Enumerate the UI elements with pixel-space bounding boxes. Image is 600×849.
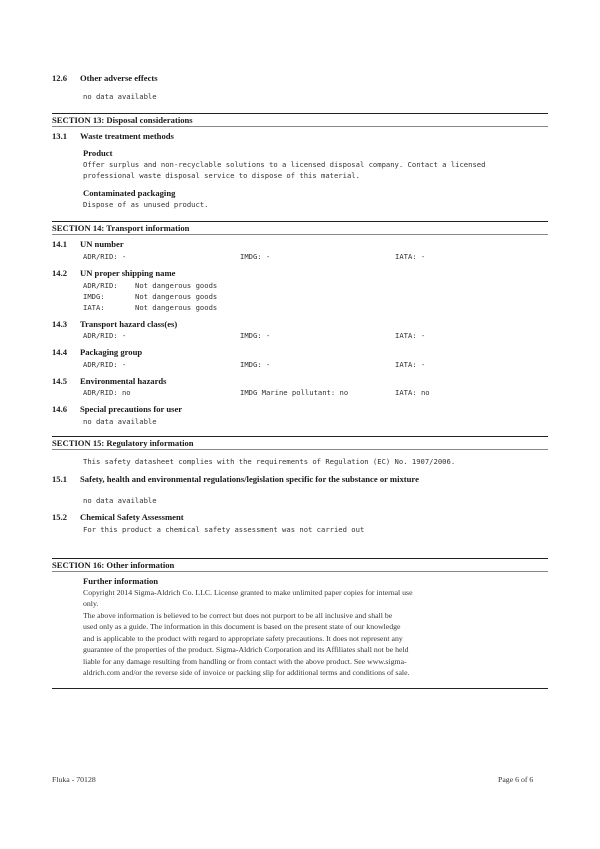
section-15-rule <box>52 436 548 437</box>
section-14-5-title: Environmental hazards <box>80 376 167 386</box>
un-number-iata: IATA: - <box>395 252 426 261</box>
regulation-intro: This safety datasheet complies with the requirements of Regulation (EC) No. 1907/2006. <box>83 457 456 466</box>
precautions-text: no data available <box>83 417 157 426</box>
section-13-subrule <box>52 126 548 127</box>
section-13-rule <box>52 113 548 114</box>
section-15-2-number: 15.2 <box>52 512 68 522</box>
section-13-header: SECTION 13: Disposal considerations <box>52 115 193 125</box>
section-12-6-text: no data available <box>83 92 157 101</box>
further-info-line-1: Copyright 2014 Sigma-Aldrich Co. LLC. License granted to make unlimited paper copies for internal use <box>83 588 413 597</box>
section-14-1-title: UN number <box>80 239 124 249</box>
section-14-6-number: 14.6 <box>52 404 68 414</box>
section-13-1-title: Waste treatment methods <box>80 131 174 141</box>
un-number-imdg: IMDG: - <box>240 252 271 261</box>
section-15-2-text: For this product a chemical safety assessment was not carried out <box>83 525 365 534</box>
section-14-subrule <box>52 234 548 235</box>
further-info-line-7: liable for any damage resulting from handling or from contact with the above product. See www.sigma- <box>83 657 407 666</box>
section-15-1-title: Safety, health and environmental regulations/legislation specific for the substance or mixture <box>80 474 419 484</box>
packaging-group-imdg: IMDG: - <box>240 360 271 369</box>
section-14-4-title: Packaging group <box>80 347 143 357</box>
packaging-group-adr: ADR/RID: - <box>83 360 127 369</box>
section-15-2-title: Chemical Safety Assessment <box>80 512 184 522</box>
section-14-5-number: 14.5 <box>52 376 68 386</box>
product-text-line1: Offer surplus and non-recyclable solutions to a licensed disposal company. Contact a licensed <box>83 160 486 169</box>
further-information-label: Further information <box>83 576 159 586</box>
section-14-3-number: 14.3 <box>52 319 68 329</box>
env-hazards-imdg: IMDG Marine pollutant: no <box>240 388 349 397</box>
shipping-key-adr: ADR/RID: <box>83 281 118 290</box>
further-info-line-5: and is applicable to the product with regard to appropriate safety precautions. It does not represent any <box>83 634 403 643</box>
section-16-rule <box>52 558 548 559</box>
section-12-6-title: Other adverse effects <box>80 73 158 83</box>
shipping-key-imdg: IMDG: <box>83 292 105 301</box>
section-15-subrule <box>52 449 548 450</box>
section-14-2-title: UN proper shipping name <box>80 268 176 278</box>
further-info-line-8: aldrich.com and/or the reverse side of invoice or packing slip for additional terms and conditions of sale. <box>83 668 410 677</box>
packaging-group-iata: IATA: - <box>395 360 426 369</box>
section-15-1-number: 15.1 <box>52 474 68 484</box>
hazard-class-iata: IATA: - <box>395 331 426 340</box>
product-text-line2: professional waste disposal service to dispose of this material. <box>83 171 360 180</box>
section-14-3-title: Transport hazard class(es) <box>80 319 178 329</box>
section-14-4-number: 14.4 <box>52 347 68 357</box>
product-label: Product <box>83 148 113 158</box>
footer-page-number: Page 6 of 6 <box>498 775 534 784</box>
shipping-key-iata: IATA: <box>83 303 105 312</box>
further-info-line-6: guarantee of the properties of the product. Sigma-Aldrich Corporation and its Affiliates shall not be held <box>83 645 409 654</box>
section-15-header: SECTION 15: Regulatory information <box>52 438 194 448</box>
section-15-1-text: no data available <box>83 496 157 505</box>
contaminated-packaging-text: Dispose of as unused product. <box>83 200 209 209</box>
hazard-class-adr: ADR/RID: - <box>83 331 127 340</box>
shipping-val-imdg: Not dangerous goods <box>135 292 218 301</box>
env-hazards-adr: ADR/RID: no <box>83 388 131 397</box>
section-16-bottom-rule <box>52 688 548 689</box>
section-16-header: SECTION 16: Other information <box>52 560 175 570</box>
section-14-1-number: 14.1 <box>52 239 68 249</box>
further-info-line-3: The above information is believed to be correct but does not purport to be all inclusive and shall be <box>83 611 393 620</box>
section-12-6-number: 12.6 <box>52 73 68 83</box>
contaminated-packaging-label: Contaminated packaging <box>83 188 176 198</box>
further-info-line-4: used only as a guide. The information in this document is based on the present state of our knowledge <box>83 622 401 631</box>
shipping-val-iata: Not dangerous goods <box>135 303 218 312</box>
further-info-line-2: only. <box>83 599 99 608</box>
env-hazards-iata: IATA: no <box>395 388 430 397</box>
section-13-1-number: 13.1 <box>52 131 68 141</box>
section-14-6-title: Special precautions for user <box>80 404 183 414</box>
footer-product-code: Fluka - 70128 <box>52 775 96 784</box>
section-14-rule <box>52 221 548 222</box>
un-number-adr: ADR/RID: - <box>83 252 127 261</box>
section-14-2-number: 14.2 <box>52 268 68 278</box>
section-16-subrule <box>52 571 548 572</box>
section-14-header: SECTION 14: Transport information <box>52 223 190 233</box>
hazard-class-imdg: IMDG: - <box>240 331 271 340</box>
shipping-val-adr: Not dangerous goods <box>135 281 218 290</box>
